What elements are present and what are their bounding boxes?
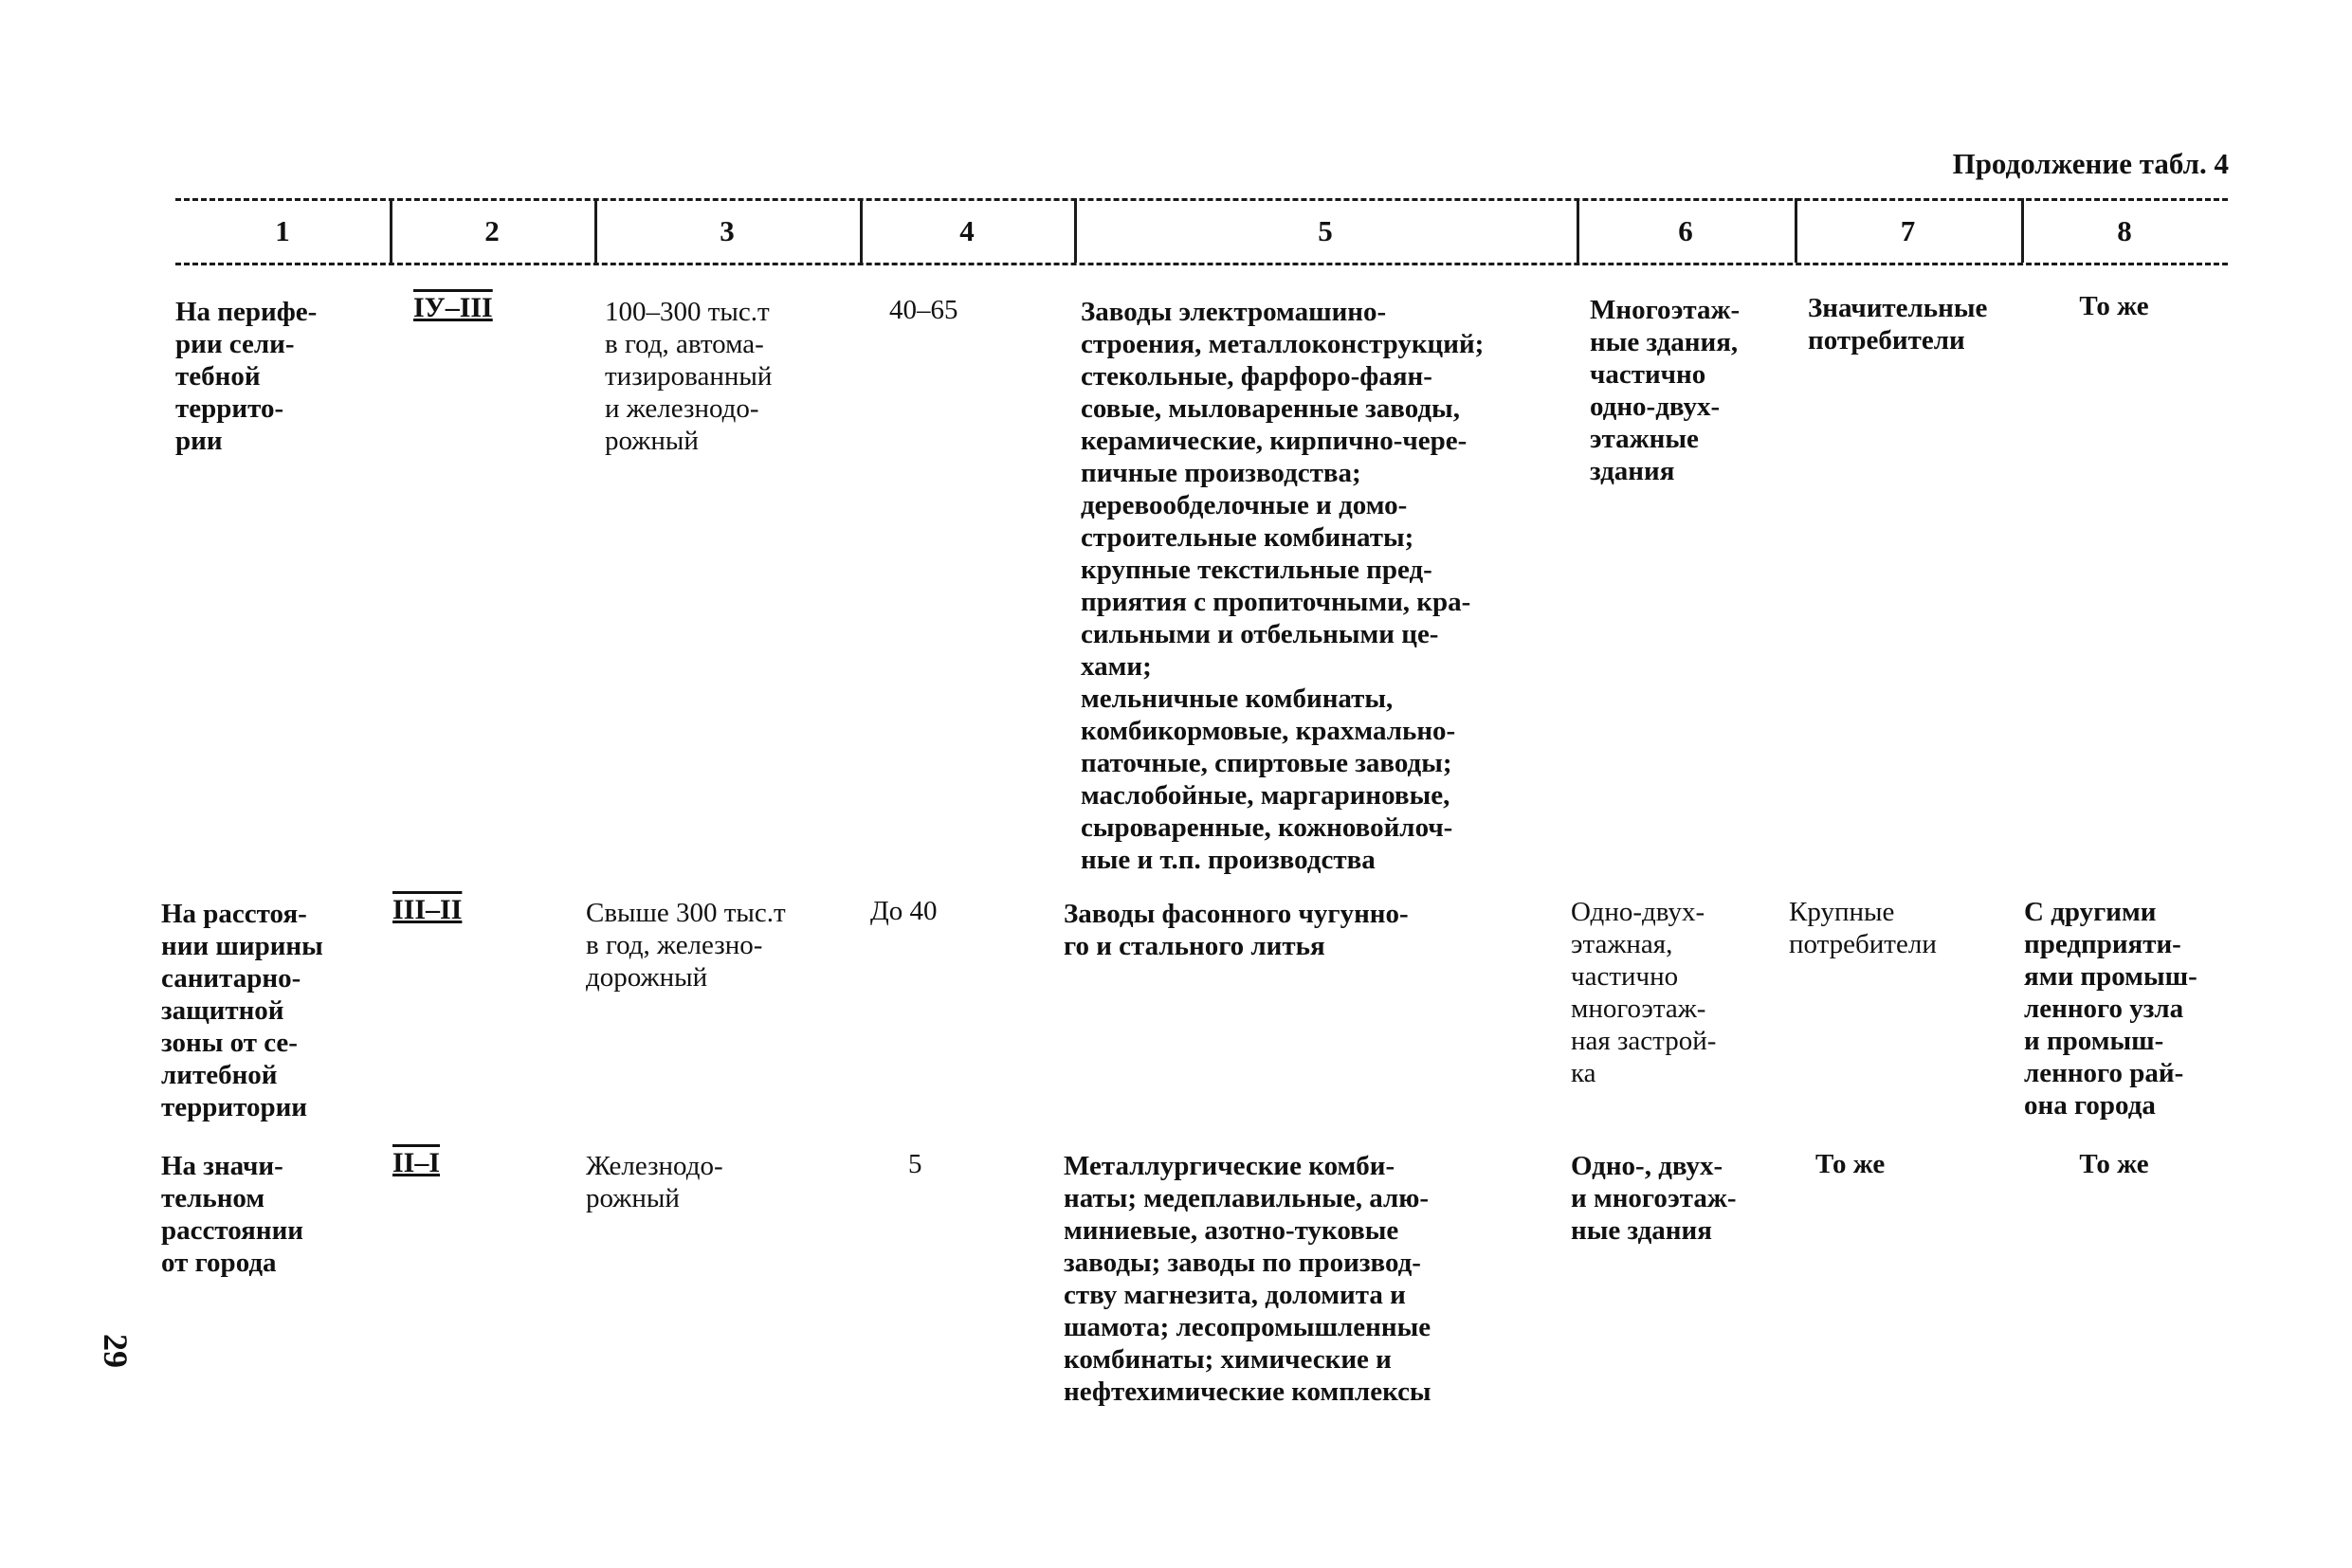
enterprises-cell: Заводы электромашино- строения, металлоконструкций; стекольные, фарфоро-фаян- совые, мыловаренные заводы, керамические, кирпично-чере- пичные производства; деревообделочные и домо- строительные комбинаты; крупные текстильные пред- приятия с пропиточными, кра- сильными и отбельными це- хами; мельничные комбинаты, комбикормовые, крахмально- паточные, спиртовые заводы; маслобойные, маргариновые, сыроваренные, кожновойлоч- ные и т.п. производства [1081, 297, 1485, 875]
zone-code: IУ–III [413, 292, 493, 323]
column-header-4: 4 [959, 214, 975, 247]
table-caption: Продолжение табл. 4 [1952, 147, 2229, 180]
column-header-8: 8 [2117, 214, 2132, 247]
column-header-7: 7 [1900, 214, 1916, 247]
consumers-cell: Значительные потребители [1808, 293, 1988, 356]
location-cell: На расстоя- нии ширины санитарно- защитной зоны от се- литебной территории [161, 899, 323, 1122]
enterprises-cell: Заводы фасонного чугунно- го и стального литья [1064, 899, 1409, 961]
location-cell: На значи- тельном расстоянии от города [161, 1151, 303, 1278]
freight-cell: Железнодо- рожный [586, 1151, 723, 1213]
enterprises-cell: Металлургические комби- наты; медеплавильные, алю- миниевые, азотно-туковые заводы; заводы по производ- ству магнезита, доломита и шамота; лесопромышленные комбинаты; химические и нефтехимические комплексы [1064, 1151, 1431, 1407]
buildings-cell: Одно-, двух- и многоэтаж- ные здания [1571, 1151, 1737, 1246]
distance-cell: 40–65 [889, 295, 958, 325]
column-header-3: 3 [720, 214, 735, 247]
buildings-cell: Многоэтаж- ные здания, частично одно-двух- этажные здания [1590, 295, 1741, 486]
zone-code-cell [392, 894, 462, 926]
consumers-cell: То же [1815, 1149, 1886, 1179]
distance-cell: 5 [908, 1149, 922, 1179]
header-rule-top [175, 198, 2228, 201]
header-rule-bottom [175, 263, 2228, 265]
column-header-5: 5 [1318, 214, 1333, 247]
column-header-1: 1 [275, 214, 290, 247]
freight-cell: 100–300 тыс.т в год, автома- тизированный и железнодо- рожный [605, 297, 773, 456]
cooperation-cell: То же [2079, 291, 2149, 321]
page-number: 29 [97, 1334, 135, 1368]
cooperation-cell: С другими предприяти- ями промыш- ленного узла и промыш- ленного рай- она города [2024, 897, 2197, 1121]
column-header-2: 2 [484, 214, 500, 247]
zone-code-cell [392, 1147, 440, 1179]
cooperation-cell: То же [2079, 1149, 2149, 1179]
zone-code-cell [413, 292, 493, 324]
distance-cell: До 40 [870, 896, 938, 926]
buildings-cell: Одно-двух- этажная, частично многоэтаж- ная застрой- ка [1571, 897, 1717, 1088]
location-cell: На перифе- рии сели- тебной террито- рии [175, 297, 318, 456]
zone-code: III–II [392, 894, 463, 925]
consumers-cell: Крупные потребители [1789, 897, 1937, 959]
freight-cell: Свыше 300 тыс.т в год, железно- дорожный [586, 898, 786, 993]
zone-code: II–I [392, 1147, 441, 1178]
column-header-6: 6 [1678, 214, 1693, 247]
